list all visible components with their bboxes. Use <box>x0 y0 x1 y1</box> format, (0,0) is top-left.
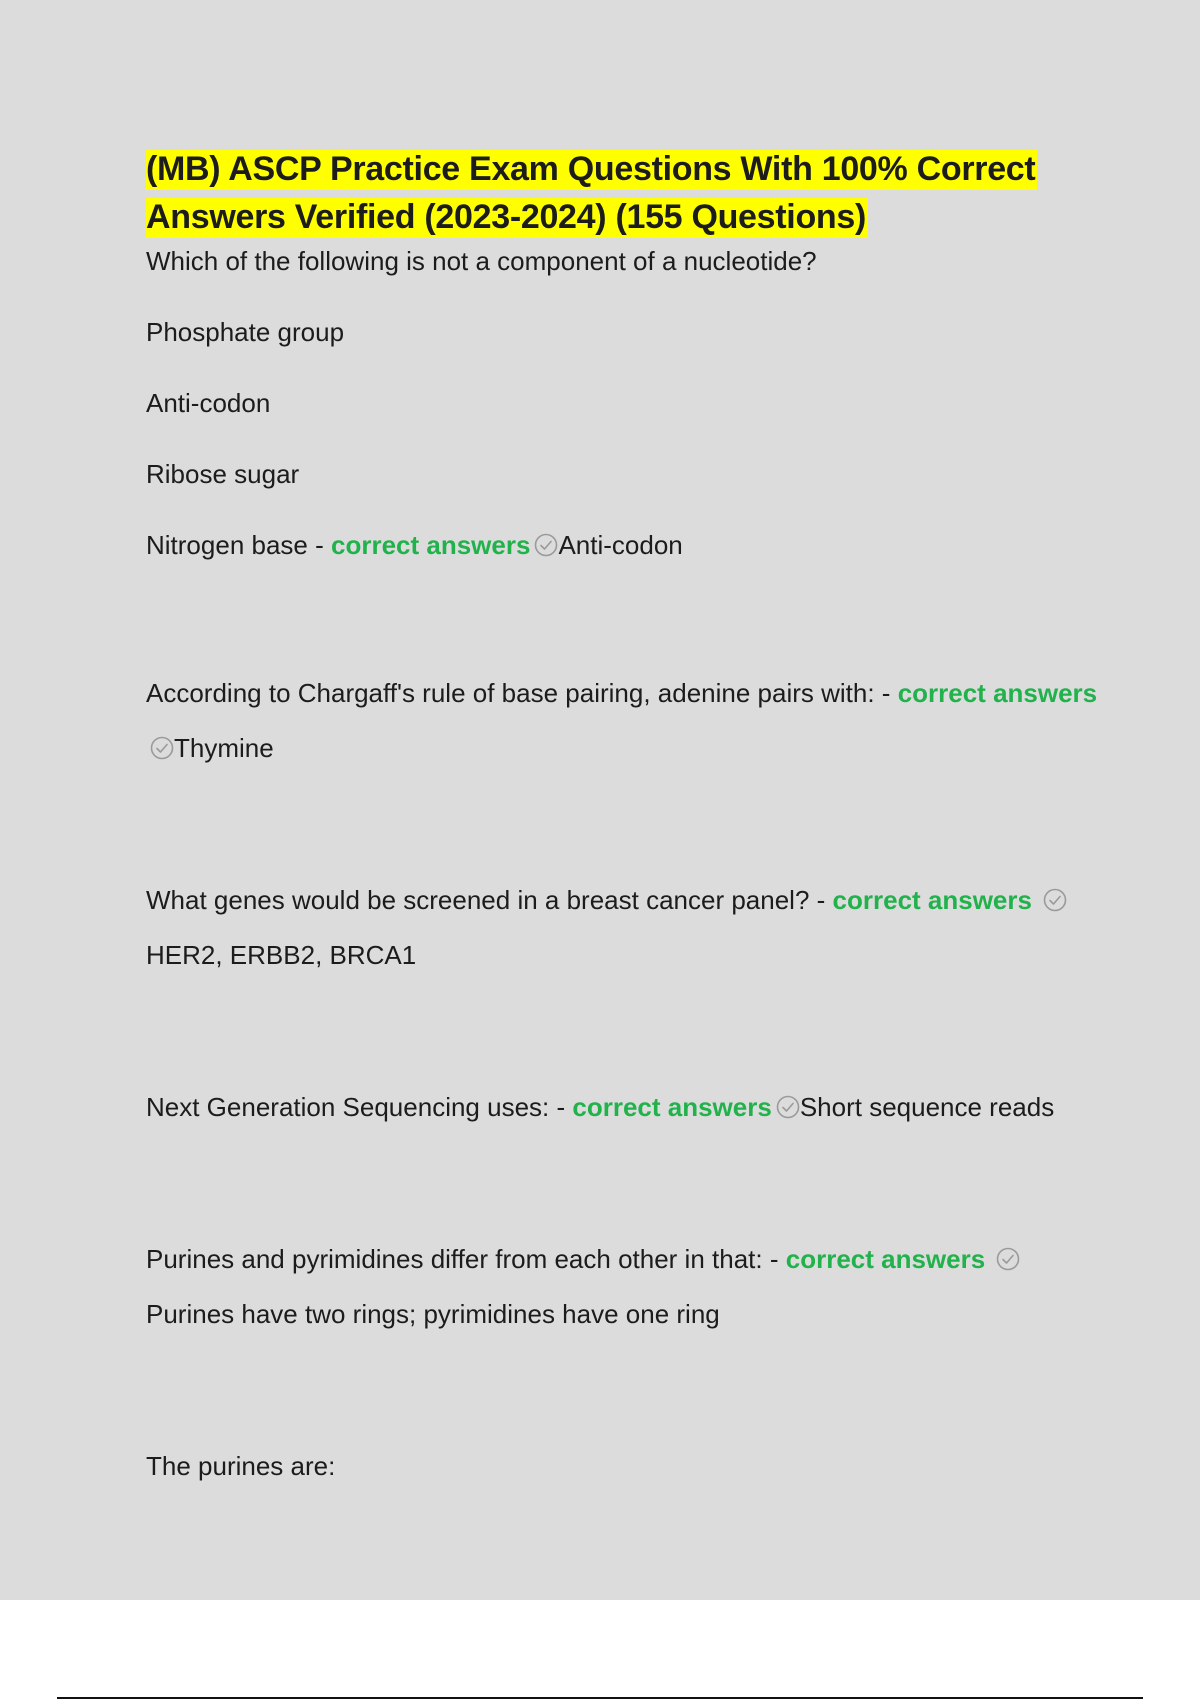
question-6-text: The purines are: <box>146 1451 336 1481</box>
question-2-answer: Thymine <box>174 733 274 763</box>
correct-answers-label: correct answers <box>331 530 531 560</box>
question-3-text: What genes would be screened in a breast cancer panel? <box>146 885 810 915</box>
correct-answers-label: correct answers <box>897 678 1098 708</box>
check-circle-icon <box>776 1095 800 1119</box>
correct-answers-label: correct answers <box>572 1092 772 1122</box>
question-1-text: Which of the following is not a component of a nucleotide? <box>146 246 817 276</box>
correct-answers-label: correct answers <box>832 885 1032 915</box>
separator: - <box>762 1244 786 1274</box>
check-circle-icon <box>1043 888 1067 912</box>
question-5-answer: Purines have two rings; pyrimidines have one ring <box>146 1299 720 1329</box>
question-2 <box>146 666 1106 776</box>
question-1-option-4-with-answer <box>146 527 1106 563</box>
document-title <box>146 145 1106 241</box>
question-4 <box>146 1080 1106 1135</box>
question-1-option-1: Phosphate group <box>146 317 345 347</box>
separator: - <box>809 885 833 915</box>
question-3-answer: HER2, ERBB2, BRCA1 <box>146 940 417 970</box>
separator: - <box>549 1092 573 1122</box>
question-5 <box>146 1232 1106 1342</box>
title-highlight: (MB) ASCP Practice Exam Questions With 100% Correct Answers Verified (2023-2024) (155 Questions) <box>146 150 1036 236</box>
question-1-option-2: Anti-codon <box>146 388 271 418</box>
question-4-text: Next Generation Sequencing uses: <box>146 1092 550 1122</box>
question-5-text: Purines and pyrimidines differ from each other in that: <box>146 1244 763 1274</box>
question-4-answer: Short sequence reads <box>799 1092 1055 1122</box>
check-circle-icon <box>150 736 174 760</box>
question-3 <box>146 873 1106 983</box>
question-2-text: According to Chargaff's rule of base pairing, adenine pairs with: <box>146 678 875 708</box>
question-1-option-4: Nitrogen base <box>146 530 308 560</box>
check-circle-icon <box>534 533 558 557</box>
document-content <box>146 145 1106 1494</box>
separator: - <box>307 530 331 560</box>
question-1-answer: Anti-codon <box>558 530 683 560</box>
separator: - <box>874 678 898 708</box>
footer-divider <box>57 1697 1143 1699</box>
check-circle-icon <box>996 1247 1020 1271</box>
question-1-option-3: Ribose sugar <box>146 459 300 489</box>
correct-answers-label: correct answers <box>785 1244 986 1274</box>
